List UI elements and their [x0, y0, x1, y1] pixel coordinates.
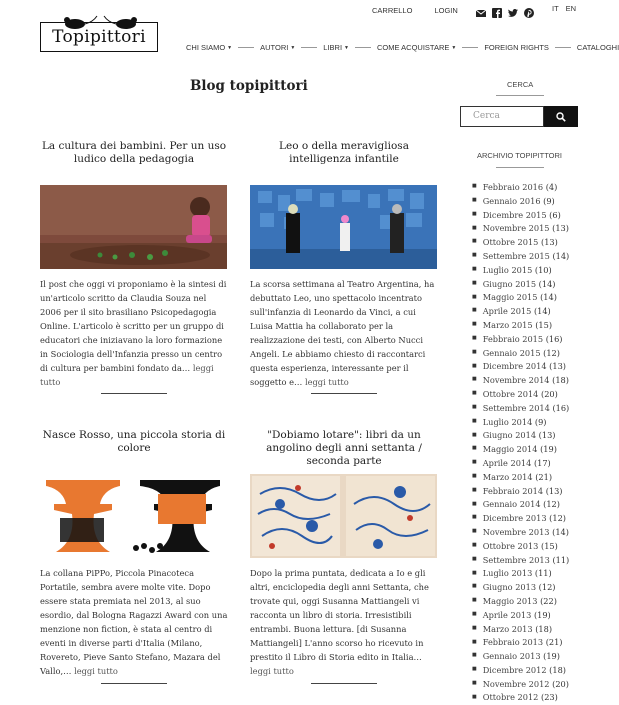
lang-it[interactable]: IT: [552, 4, 559, 13]
language-switcher: [552, 4, 576, 13]
archive-count: (18): [552, 375, 569, 386]
post-excerpt-text: La collana PiPPo, Piccola Pinacoteca Portatile, sembra avere molte vite. Dopo essere stata premiata nel 2013, al suo esordio, dal Bologna Ragazzi Award con una menzione non fiction, è stata al centro di eventi in diverse parti d'Italia (Milano, Rovereto, Pieve Santo Stefano, Mazara del Vallo,…: [40, 568, 228, 676]
archive-item: [472, 209, 569, 223]
archive-item: [472, 333, 569, 347]
archive-count: (20): [552, 678, 569, 689]
archive-month-link[interactable]: Giugno 2015: [482, 278, 537, 289]
archive-count: (13): [545, 485, 563, 496]
archive-count: (9): [534, 416, 547, 427]
archive-count: (14): [540, 292, 557, 303]
archive-item: [472, 540, 569, 554]
archive-count: (20): [541, 388, 558, 399]
archive-item: [472, 278, 569, 292]
page-title: Blog topipittori: [190, 78, 308, 94]
post-excerpt: [40, 277, 228, 389]
caret-down-icon: ▼: [290, 45, 296, 52]
heading-underline: [496, 95, 544, 96]
archive-count: (18): [549, 664, 566, 675]
archive-count: (11): [552, 554, 570, 565]
post-divider: [101, 683, 167, 684]
archive-count: (12): [538, 582, 556, 593]
archive-month-link[interactable]: Ottobre 2014: [482, 388, 539, 399]
logo-box: [40, 22, 158, 52]
archive-month-link[interactable]: Maggio 2013: [482, 595, 538, 606]
post-title[interactable]: Nasce Rosso, una piccola storia di colore: [42, 429, 226, 454]
mail-icon[interactable]: [476, 3, 486, 13]
archive-item: [472, 264, 569, 278]
archive-month-link[interactable]: Dicembre 2012: [482, 664, 547, 675]
archive-item: [472, 443, 569, 457]
post-divider: [101, 393, 167, 394]
archive-item: [472, 650, 569, 664]
archive-month-link[interactable]: Aprile 2015: [482, 306, 532, 317]
archive-month-link[interactable]: Dicembre 2013: [482, 513, 547, 524]
archive-month-link[interactable]: Novembre 2014: [482, 375, 550, 386]
archive-count: (13): [552, 223, 569, 234]
archive-count: (22): [540, 595, 557, 606]
nav-label: CHI SIAMO: [186, 43, 226, 52]
nav-label: AUTORI: [260, 43, 289, 52]
archive-item: [472, 457, 569, 471]
post-image[interactable]: [250, 474, 437, 558]
post-image[interactable]: [40, 185, 227, 269]
archive-month-link[interactable]: Novembre 2015: [482, 223, 550, 234]
nav-label: LIBRI: [323, 43, 343, 52]
search-heading: CERCA: [507, 80, 534, 89]
heading-underline: [496, 167, 544, 168]
post-card: [250, 429, 438, 468]
nav-item-libri[interactable]: [323, 43, 349, 52]
archive-month-link[interactable]: Febbraio 2015: [482, 333, 544, 344]
post-excerpt: [250, 566, 438, 678]
archive-count: (14): [538, 278, 556, 289]
archive-list: [472, 181, 569, 705]
archive-item: [472, 623, 569, 637]
twitter-icon[interactable]: [508, 3, 518, 13]
archive-month-link[interactable]: Settembre 2015: [482, 250, 550, 261]
post-card: [40, 429, 228, 455]
read-more-link[interactable]: leggi tutto: [250, 666, 294, 676]
archive-count: (15): [541, 540, 558, 551]
archive-month-link[interactable]: Maggio 2015: [482, 292, 538, 303]
archive-month-link[interactable]: Ottobre 2013: [482, 540, 539, 551]
login-link[interactable]: LOGIN: [434, 5, 458, 15]
archive-count: (9): [543, 195, 555, 206]
archive-item: [472, 567, 569, 581]
archive-item: [472, 181, 569, 195]
archive-month-link[interactable]: Marzo 2013: [482, 623, 533, 634]
archive-item: [472, 374, 569, 388]
post-card: [40, 140, 228, 166]
archive-count: (19): [543, 651, 560, 662]
archive-month-link[interactable]: Gennaio 2014: [482, 499, 541, 510]
social-links: [476, 3, 534, 13]
archive-item: [472, 485, 569, 499]
archive-count: (14): [552, 526, 569, 537]
nav-item-cataloghi[interactable]: [577, 43, 619, 52]
read-more-link[interactable]: leggi tutto: [304, 377, 349, 387]
archive-item: [472, 636, 569, 650]
archive-count: (4): [545, 182, 558, 192]
archive-month-link[interactable]: Novembre 2012: [482, 678, 550, 689]
archive-item: [472, 347, 569, 361]
archive-item: [472, 305, 569, 319]
archive-month-link[interactable]: Febbraio 2014: [482, 485, 544, 496]
archive-month-link[interactable]: Aprile 2014: [482, 457, 532, 468]
archive-month-link[interactable]: Febbraio 2016: [482, 182, 544, 192]
archive-item: [472, 388, 569, 402]
archive-item: [472, 360, 569, 374]
post-excerpt-text: La scorsa settimana al Teatro Argentina, ha debuttato Leo, uno spettacolo incentrato sull'infanzia di Leonardo da Vinci, a cui Luisa Mattia ha collaborato per la realizzazione dei testi, con Alberto Nucci Angeli. Le abbiamo chiesto di raccontarci questa esperienza, interessante per il soggetto e…: [250, 279, 435, 387]
archive-item: [472, 554, 569, 568]
logo-text: Topipittori: [52, 27, 146, 47]
caret-down-icon: ▼: [344, 45, 349, 52]
archive-count: (17): [533, 457, 551, 468]
archive-count: (6): [549, 209, 561, 220]
archive-count: (14): [533, 306, 551, 317]
nav-item-foreign-rights[interactable]: [484, 43, 549, 52]
main-nav: [186, 43, 619, 52]
search-icon: [556, 112, 566, 122]
archive-count: (16): [552, 402, 570, 413]
post-title[interactable]: Leo o della meravigliosa intelligenza infantile: [279, 140, 409, 165]
search-input[interactable]: Cerca: [460, 106, 544, 127]
archive-month-link[interactable]: Maggio 2014: [482, 444, 538, 455]
lang-en[interactable]: EN: [565, 4, 577, 13]
nav-separator: [462, 47, 478, 48]
archive-item: [472, 581, 569, 595]
nav-separator: [555, 47, 571, 48]
archive-month-link[interactable]: Settembre 2014: [482, 402, 550, 413]
archive-item: [472, 236, 569, 250]
archive-month-link[interactable]: Gennaio 2015: [482, 347, 541, 358]
archive-count: (13): [538, 430, 556, 441]
post-image[interactable]: [40, 474, 227, 558]
archive-month-link[interactable]: Novembre 2013: [482, 526, 550, 537]
archive-count: (16): [545, 333, 563, 344]
archive-month-link[interactable]: Giugno 2014: [482, 430, 537, 441]
archive-item: [472, 498, 569, 512]
archive-item: [472, 291, 569, 305]
archive-month-link[interactable]: Luglio 2013: [482, 568, 533, 579]
archive-count: (21): [535, 471, 553, 482]
archive-item: [472, 678, 569, 692]
archive-count: (21): [545, 637, 563, 648]
archive-count: (13): [549, 361, 566, 372]
read-more-link[interactable]: leggi tutto: [40, 363, 214, 387]
cart-link[interactable]: CARRELLO: [372, 5, 413, 15]
archive-month-link[interactable]: Dicembre 2014: [482, 361, 547, 372]
archive-item: [472, 250, 569, 264]
archive-month-link[interactable]: Giugno 2013: [482, 582, 537, 593]
archive-item: [472, 609, 569, 623]
archive-count: (10): [534, 264, 552, 275]
archive-count: (18): [535, 623, 553, 634]
top-links: [372, 4, 482, 16]
archive-item: [472, 429, 569, 443]
archive-item: [472, 664, 569, 678]
archive-month-link[interactable]: Gennaio 2016: [482, 195, 541, 206]
archive-item: [472, 512, 569, 526]
archive-count: (19): [540, 444, 557, 455]
archive-item: [472, 402, 569, 416]
post-excerpt: [250, 277, 438, 389]
archive-month-link[interactable]: Aprile 2013: [482, 609, 532, 620]
archive-count: (13): [541, 237, 558, 248]
archive-month-link[interactable]: Marzo 2014: [482, 471, 533, 482]
archive-item: [472, 595, 569, 609]
archive-heading: ARCHIVIO TOPIPITTORI: [477, 151, 563, 160]
archive-month-link[interactable]: Ottobre 2015: [482, 237, 539, 248]
archive-item: [472, 195, 569, 209]
nav-item-chi-siamo[interactable]: [186, 43, 232, 52]
archive-month-link[interactable]: Febbraio 2013: [482, 637, 544, 648]
post-divider: [311, 683, 377, 684]
post-image[interactable]: [250, 185, 437, 269]
archive-count: (19): [533, 609, 551, 620]
nav-separator: [238, 47, 254, 48]
archive-count: (15): [535, 319, 553, 330]
archive-month-link[interactable]: Luglio 2015: [482, 264, 533, 275]
archive-item: [472, 416, 569, 430]
search-button[interactable]: [544, 106, 578, 127]
archive-month-link[interactable]: Marzo 2015: [482, 319, 533, 330]
archive-month-link[interactable]: Dicembre 2015: [482, 209, 547, 220]
post-title[interactable]: "Dobiamo lotare": libri da un angolino degli anni settanta / seconda parte: [266, 429, 422, 467]
read-more-link[interactable]: leggi tutto: [74, 666, 118, 676]
archive-month-link[interactable]: Luglio 2014: [482, 416, 533, 427]
archive-month-link[interactable]: Settembre 2013: [482, 554, 550, 565]
nav-separator: [355, 47, 371, 48]
post-title[interactable]: La cultura dei bambini. Per un uso ludico della pedagogia: [41, 140, 227, 165]
archive-count: (14): [552, 250, 570, 261]
post-divider: [311, 393, 377, 394]
nav-label: FOREIGN RIGHTS: [484, 43, 549, 52]
nav-item-autori[interactable]: [260, 43, 295, 52]
post-excerpt-text: Dopo la prima puntata, dedicata a Io e gli altri, enciclopedia degli anni Settanta, che trovate qui, oggi Susanna Mattiangeli vi racconta un libro di storia. Irresistibili entrambi. Buona lettura. [di Susanna Mattiangeli] L'anno scorso ho ricevuto in prestito il Libro di Storia edito in Italia…: [250, 568, 429, 662]
archive-item: [472, 222, 569, 236]
post-excerpt-text: Il post che oggi vi proponiamo è la sintesi di un'articolo scritto da Claudia Souza nel 2006 per il sito brasiliano Psicopedagogia Online. L'articolo è scritto per un gruppo di educatori che iniziavano la loro formazione in Sociologia dell'Infanzia presso un centro di cultura per bambini fondato da…: [40, 279, 227, 373]
archive-count: (11): [534, 568, 552, 579]
nav-item-come-acquistare[interactable]: [377, 43, 456, 52]
nav-label: COME ACQUISTARE: [377, 43, 450, 52]
archive-item: [472, 319, 569, 333]
caret-down-icon: ▼: [451, 45, 457, 52]
nav-label: CATALOGHI: [576, 43, 619, 52]
archive-item: [472, 526, 569, 540]
archive-count: (12): [543, 499, 560, 510]
archive-item: [472, 691, 569, 705]
post-excerpt: [40, 566, 228, 678]
facebook-icon[interactable]: [492, 3, 502, 13]
archive-count: (23): [541, 692, 558, 703]
archive-month-link[interactable]: Ottobre 2012: [482, 692, 539, 703]
post-card: [250, 140, 438, 166]
archive-month-link[interactable]: Gennaio 2013: [482, 651, 541, 662]
caret-down-icon: ▼: [227, 45, 233, 52]
pinterest-icon[interactable]: [524, 3, 534, 13]
archive-item: [472, 471, 569, 485]
nav-separator: [301, 47, 317, 48]
archive-count: (12): [543, 347, 560, 358]
site-logo[interactable]: [40, 14, 158, 52]
archive-count: (12): [549, 513, 566, 524]
